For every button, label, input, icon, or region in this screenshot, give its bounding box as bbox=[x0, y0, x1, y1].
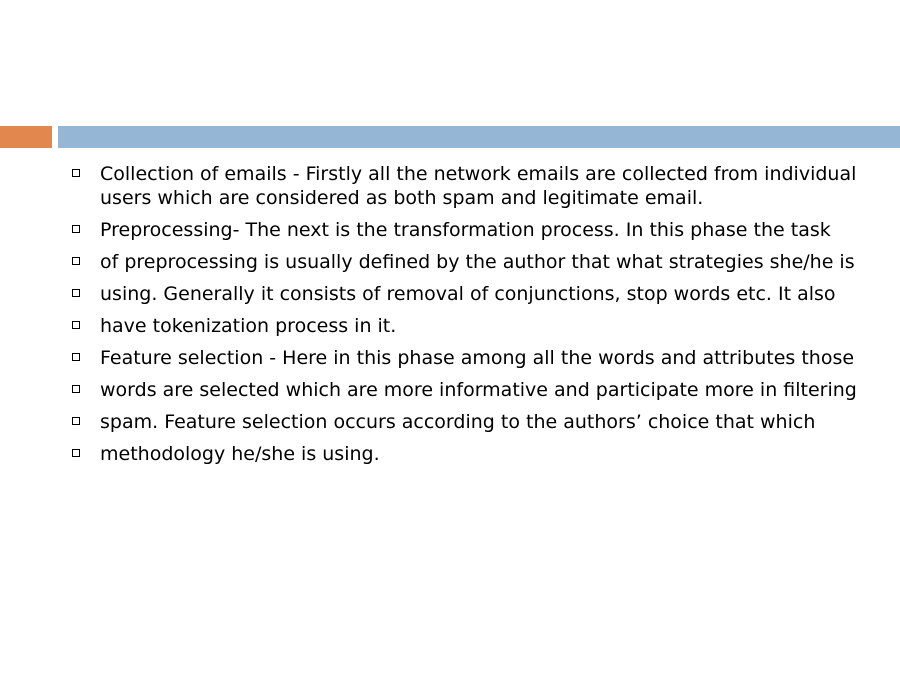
bullet-item bbox=[72, 162, 862, 210]
hollow-square-icon bbox=[72, 257, 80, 265]
hollow-square-icon bbox=[72, 449, 80, 457]
bullet-item bbox=[72, 378, 862, 402]
bullet-item bbox=[72, 250, 862, 274]
bullet-item bbox=[72, 346, 862, 370]
bullet-list bbox=[72, 162, 862, 474]
bullet-text: have tokenization process in it. bbox=[100, 315, 397, 337]
bullet-item bbox=[72, 410, 862, 434]
bullet-text: spam. Feature selection occurs according to the authors’ choice that which bbox=[100, 411, 816, 433]
hollow-square-icon bbox=[72, 385, 80, 393]
bullet-item bbox=[72, 218, 862, 242]
bullet-text: Feature selection - Here in this phase among all the words and attributes those bbox=[100, 347, 855, 369]
hollow-square-icon bbox=[72, 225, 80, 233]
bullet-text: Collection of emails - Firstly all the network emails are collected from individual users which are considered as both spam and legitimate email. bbox=[100, 163, 857, 209]
hollow-square-icon bbox=[72, 417, 80, 425]
bullet-text: using. Generally it consists of removal of conjunctions, stop words etc. It also bbox=[100, 283, 836, 305]
bullet-text: methodology he/she is using. bbox=[100, 443, 380, 465]
hollow-square-icon bbox=[72, 321, 80, 329]
bullet-text: of preprocessing is usually defined by the author that what strategies she/he is bbox=[100, 251, 855, 273]
hollow-square-icon bbox=[72, 169, 80, 177]
hollow-square-icon bbox=[72, 353, 80, 361]
header-accent-blue-bar bbox=[58, 126, 900, 148]
bullet-item bbox=[72, 314, 862, 338]
header-accent-orange-bar bbox=[0, 126, 52, 148]
bullet-item bbox=[72, 282, 862, 306]
bullet-text: Preprocessing- The next is the transformation process. In this phase the task bbox=[100, 219, 831, 241]
hollow-square-icon bbox=[72, 289, 80, 297]
bullet-item bbox=[72, 442, 862, 466]
bullet-text: words are selected which are more informative and participate more in filtering bbox=[100, 379, 857, 401]
